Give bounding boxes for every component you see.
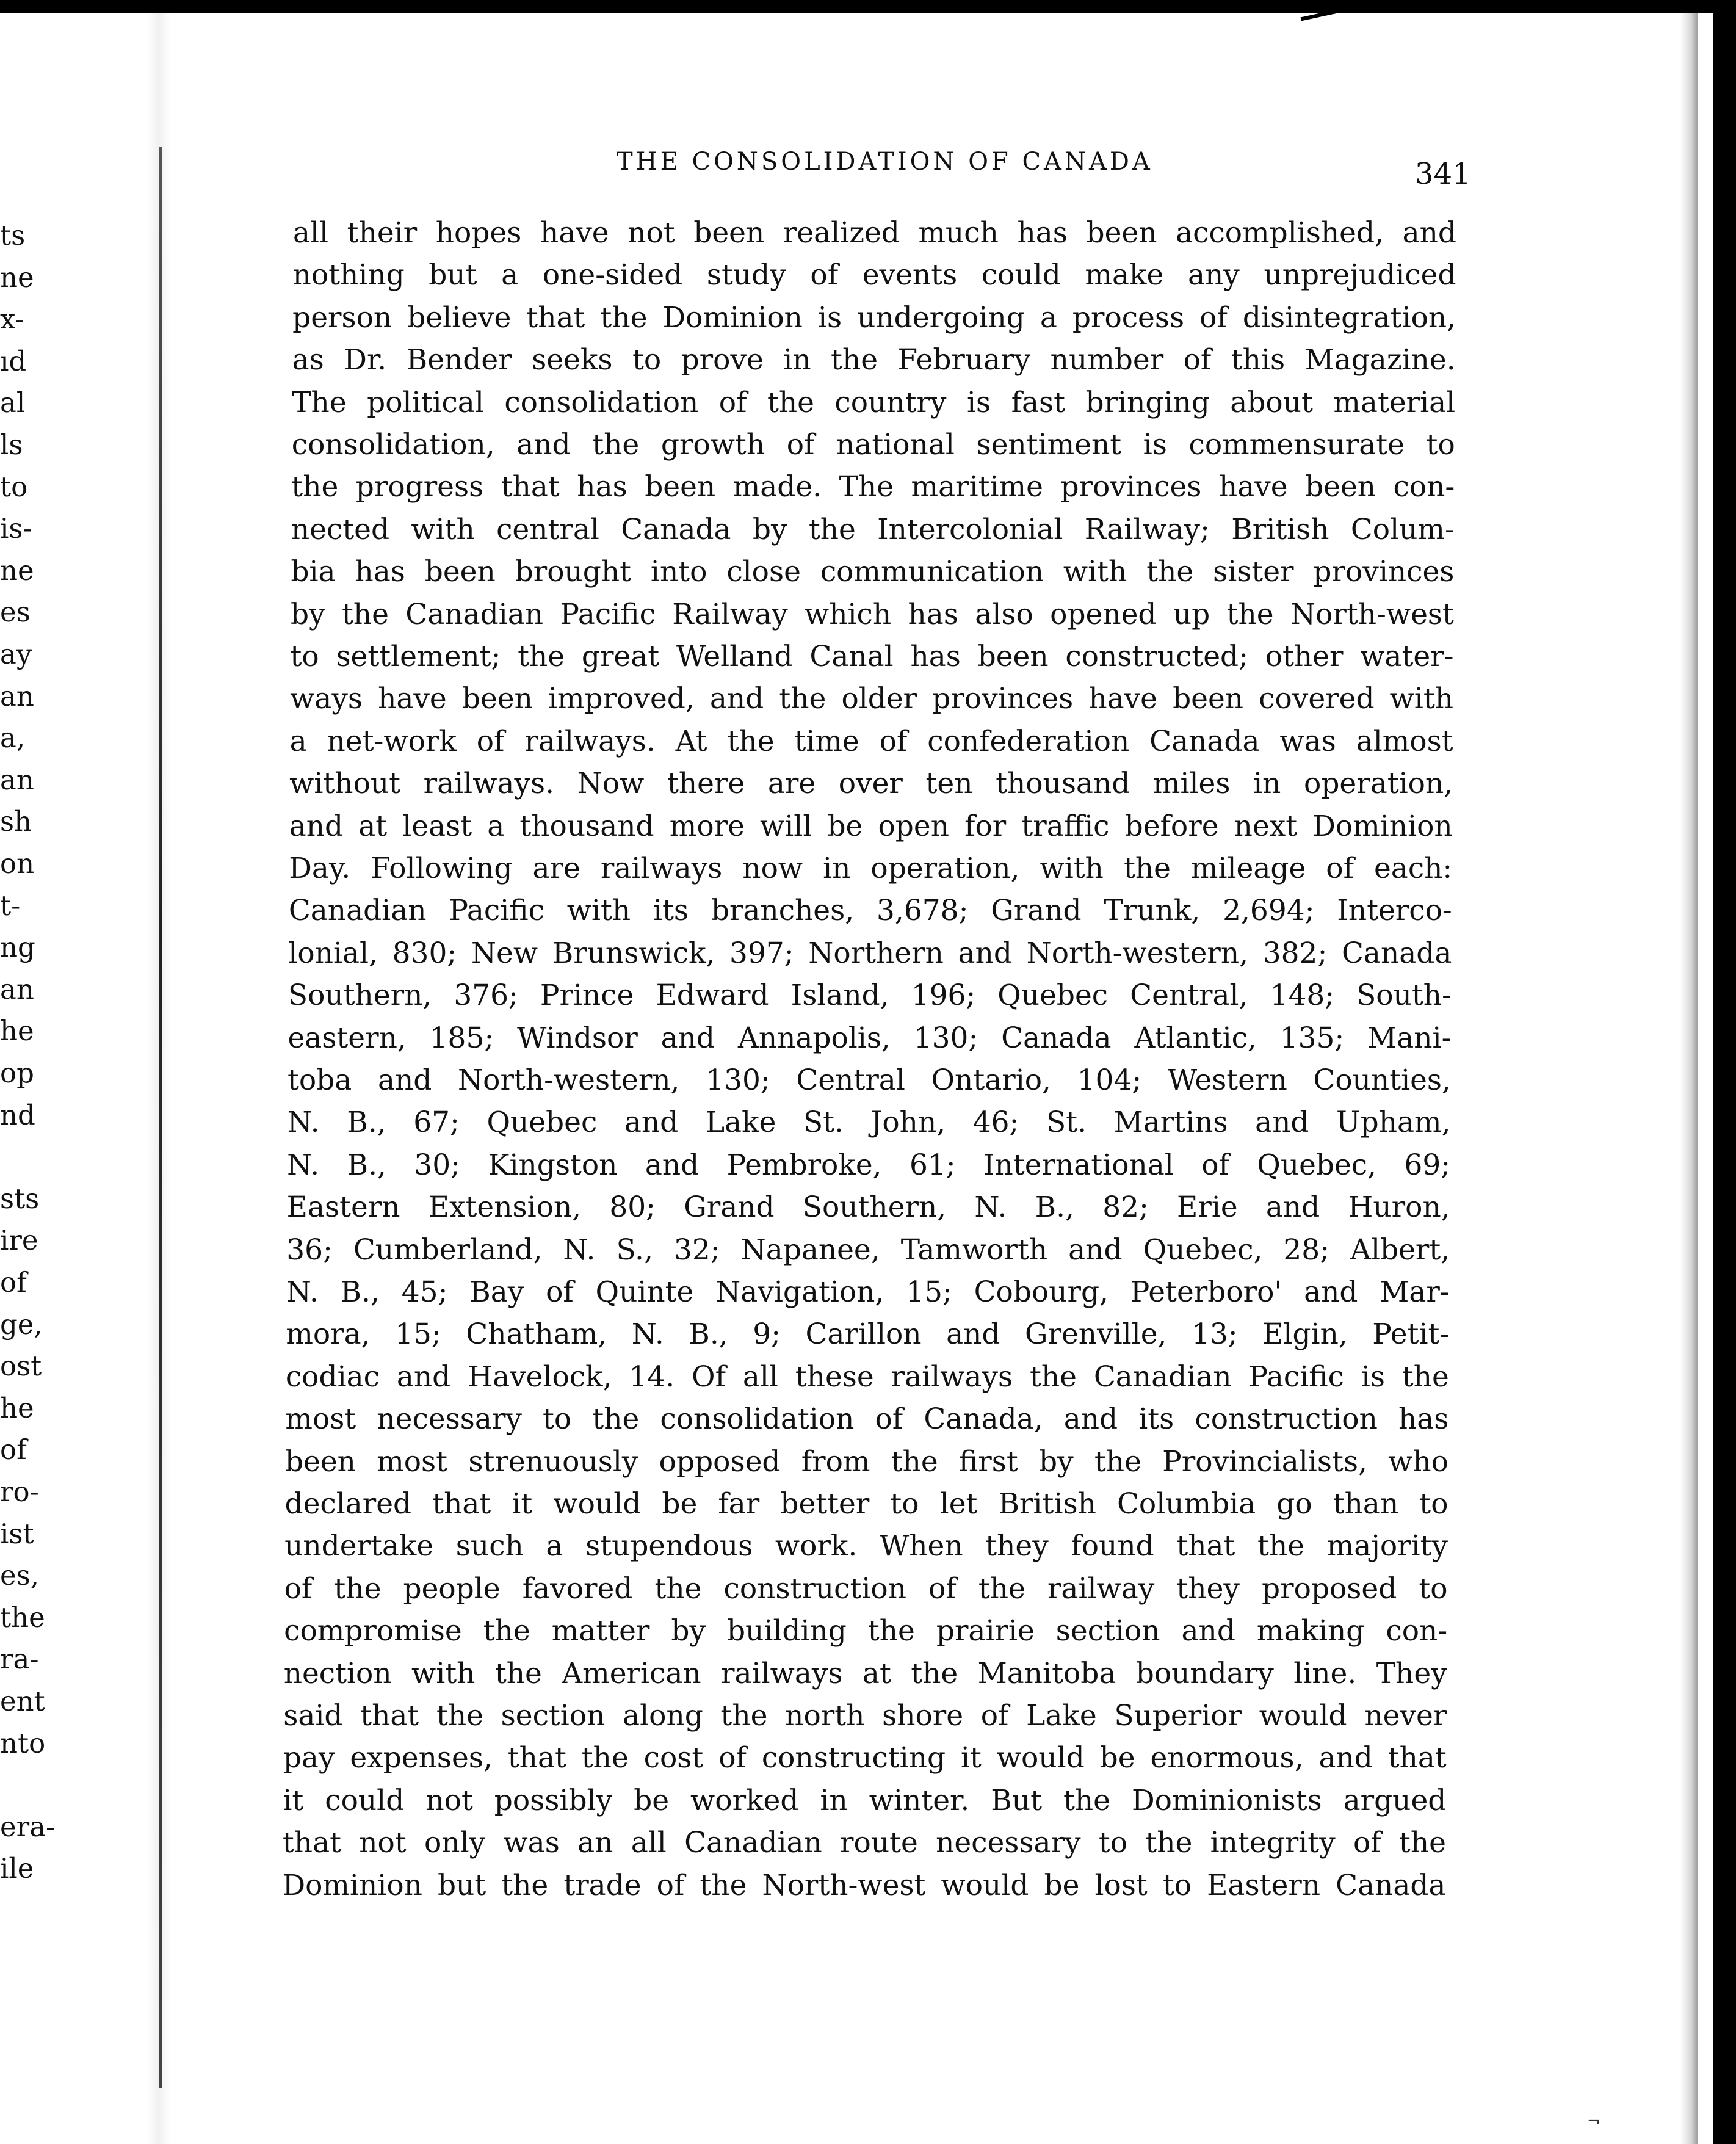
left-fragment-line: an <box>0 973 34 1005</box>
body-line: without railways. Now there are over ten thousand miles in operation, <box>289 767 1453 801</box>
body-line: nection with the American railways at the Manitoba boundary line. They <box>283 1656 1447 1690</box>
body-line: nothing but a one-sided study of events could make any unprejudiced <box>292 258 1456 292</box>
left-fragment-line: x- <box>0 303 24 336</box>
left-fragment-line: ge, <box>0 1308 43 1341</box>
left-fragment-line: an <box>0 764 34 796</box>
body-line: 36; Cumberland, N. S., 32; Napanee, Tamworth and Quebec, 28; Albert, <box>286 1233 1450 1267</box>
corner-mark: ¬ <box>1587 2112 1600 2131</box>
left-fragment-line: of <box>0 1267 27 1298</box>
body-line: Day. Following are railways now in operation, with the mileage of each: <box>289 852 1453 885</box>
body-line: N. B., 67; Quebec and Lake St. John, 46; St. Martins and Upham, <box>287 1106 1451 1140</box>
left-fragment-line: ls <box>0 429 23 461</box>
left-fragment-line: ts <box>0 220 26 252</box>
body-line: by the Canadian Pacific Railway which has also opened up the North-west <box>290 597 1454 631</box>
page-number: 341 <box>1415 157 1471 191</box>
left-fragment-line: ng <box>0 932 35 964</box>
running-head: THE CONSOLIDATION OF CANADA <box>617 148 1153 176</box>
body-line: toba and North-western, 130; Central Ontario, 104; Western Counties, <box>288 1063 1451 1097</box>
body-line: The political consolidation of the country is fast bringing about material <box>292 385 1456 419</box>
left-fragment-line: ist <box>0 1518 34 1550</box>
body-line: ways have been improved, and the older provinces have been covered with <box>290 682 1454 716</box>
left-fragment-line: ay <box>0 639 32 670</box>
left-fragment-line: al <box>0 387 26 419</box>
body-line: codiac and Havelock, 14. Of all these railways the Canadian Pacific is the <box>285 1360 1449 1394</box>
left-fragment-line: t- <box>0 889 21 922</box>
gutter-fold-line <box>159 147 162 2088</box>
body-line: Canadian Pacific with its branches, 3,678; Grand Trunk, 2,694; Interco- <box>288 894 1452 928</box>
body-line: N. B., 45; Bay of Quinte Navigation, 15; Cobourg, Peterboro' and Mar- <box>286 1275 1450 1309</box>
left-fragment-line: is- <box>0 513 32 545</box>
body-line: as Dr. Bender seeks to prove in the February number of this Magazine. <box>292 343 1456 377</box>
body-line: said that the section along the north shore of Lake Superior would never <box>283 1699 1447 1733</box>
body-line: mora, 15; Chatham, N. B., 9; Carillon and Grenville, 13; Elgin, Petit- <box>286 1317 1450 1352</box>
body-line: bia has been brought into close communication with the sister provinces <box>291 555 1455 589</box>
body-line: Dominion but the trade of the North-west would be lost to Eastern Canada <box>282 1868 1446 1902</box>
body-line: Southern, 376; Prince Edward Island, 196; Quebec Central, 148; South- <box>288 979 1452 1013</box>
left-fragment-line: an <box>0 680 34 712</box>
left-fragment-line: es <box>0 596 31 629</box>
left-fragment-line: ent <box>0 1686 45 1717</box>
left-fragment-line: ne <box>0 261 34 294</box>
body-line: nected with central Canada by the Intercolonial Railway; British Colum- <box>291 512 1455 546</box>
left-fragment-line: ro- <box>0 1476 39 1508</box>
body-line: all their hopes have not been realized much has been accomplished, and <box>293 216 1456 250</box>
body-line: pay expenses, that the cost of constructing it would be enormous, and that <box>283 1741 1447 1775</box>
left-fragment-line: sh <box>0 806 32 838</box>
left-fragment-line: es, <box>0 1560 40 1592</box>
body-line: the progress that has been made. The maritime provinces have been con- <box>291 470 1455 504</box>
body-line: lonial, 830; New Brunswick, 397; Northern and North-western, 382; Canada <box>288 936 1452 970</box>
left-fragment-line: ıd <box>0 345 27 377</box>
scan-border-right <box>1713 13 1736 2144</box>
left-fragment-line: ire <box>0 1225 38 1257</box>
body-line: N. B., 30; Kingston and Pembroke, 61; International of Quebec, 69; <box>287 1148 1451 1182</box>
left-fragment-line: nd <box>0 1099 35 1131</box>
left-fragment-line: ost <box>0 1350 42 1383</box>
left-fragment-line: ne <box>0 554 34 587</box>
body-line: eastern, 185; Windsor and Annapolis, 130; Canada Atlantic, 135; Mani- <box>288 1021 1452 1055</box>
left-fragment-line: era- <box>0 1811 56 1843</box>
body-line: undertake such a stupendous work. When they found that the majority <box>284 1529 1448 1563</box>
body-line: a net-work of railways. At the time of confederation Canada was almost <box>289 724 1453 758</box>
left-fragment-line: sts <box>0 1182 40 1215</box>
body-line: consolidation, and the growth of national sentiment is commensurate to <box>291 428 1455 462</box>
body-line: declared that it would be far better to let British Columbia go than to <box>284 1487 1448 1521</box>
left-fragment-line: of <box>0 1434 27 1466</box>
body-line: compromise the matter by building the prairie section and making con- <box>284 1614 1448 1648</box>
body-line: that not only was an all Canadian route necessary to the integrity of the <box>282 1826 1446 1860</box>
body-line: and at least a thousand more will be open for traffic before next Dominion <box>289 809 1453 843</box>
left-fragment-line: he <box>0 1015 34 1048</box>
body-line: of the people favored the construction of the railway they proposed to <box>284 1571 1448 1606</box>
scan-border-top <box>0 0 1736 13</box>
left-fragment-line: to <box>0 471 28 503</box>
body-line: it could not possibly be worked in winter. But the Dominionists argued <box>283 1783 1447 1817</box>
left-fragment-line: ra- <box>0 1643 39 1676</box>
body-line: been most strenuously opposed from the first by the Provincialists, who <box>284 1444 1448 1479</box>
body-line: to settlement; the great Welland Canal has been constructed; other water- <box>290 640 1454 673</box>
left-fragment-line: ile <box>0 1853 34 1885</box>
left-fragment-line: nto <box>0 1727 46 1759</box>
left-fragment-line: the <box>0 1601 45 1634</box>
left-fragment-line: on <box>0 848 35 880</box>
left-fragment-line: a, <box>0 722 26 755</box>
page-edge-shadow <box>1680 13 1698 2144</box>
body-line: Eastern Extension, 80; Grand Southern, N. B., 82; Erie and Huron, <box>286 1190 1450 1225</box>
body-line: person believe that the Dominion is undergoing a process of disintegration, <box>292 300 1456 335</box>
left-fragment-line: op <box>0 1057 34 1089</box>
body-line: most necessary to the consolidation of Canada, and its construction has <box>285 1402 1449 1436</box>
left-fragment-line: he <box>0 1392 34 1424</box>
